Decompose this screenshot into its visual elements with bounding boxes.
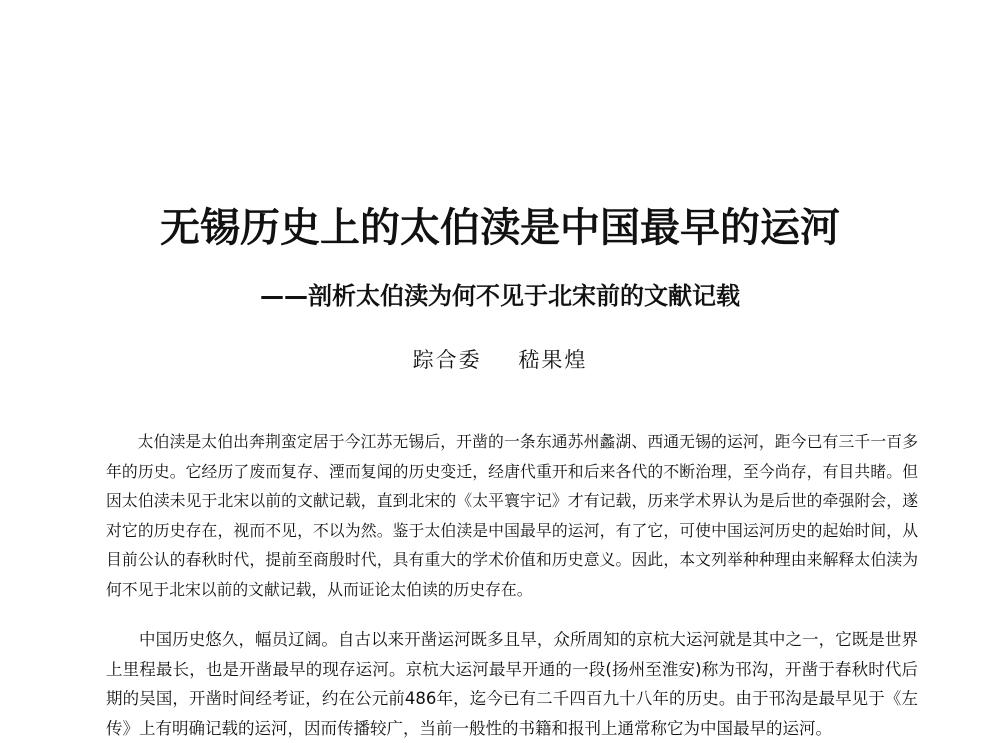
author-name: 踪合委 xyxy=(412,348,482,372)
article-title: 无锡历史上的太伯渎是中国最早的运河 xyxy=(160,205,840,251)
article-subtitle: ——剖析太伯渎为何不见于北宋前的文献记载 xyxy=(260,282,740,310)
author-name: 嵇果煌 xyxy=(518,348,588,372)
abstract-paragraph: 太伯渎是太伯出奔荆蛮定居于今江苏无锡后，开凿的一条东通苏州蠡湖、西通无锡的运河，距今已有三千一百多年的历史。它经历了废而复存、湮而复闻的历史变迁，经唐代重开和后来各代的不断治理，至今尚存，有目共睹。但因太伯渎未见于北宋以前的文献记载，直到北宋的《太平寰宇记》才有记载，历来学术界认为是后世的牵强附会，遂对它的历史存在，视而不见，不以为然。鉴于太伯渎是中国最早的运河，有了它，可使中国运河历史的起始时间，从目前公认的春秋时代，提前至商殷时代，具有重大的学术价值和历史意义。因此，本文列举种种理由来解释太伯渎为何不见于北宋以前的文献记载，从而证论太伯读的历史存在。 xyxy=(106,432,918,599)
body-paragraph: 中国历史悠久，幅员辽阔。自古以来开凿运河既多且早，众所周知的京杭大运河就是其中之一，它既是世界上里程最长，也是开凿最早的现存运河。京杭大运河最早开通的一段(扬州至淮安)称为邗沟，开凿于春秋时代后期的吴国，开凿时间经考证，约在公元前486年，迄今已有二千四百九十八年的历史。由于邗沟是最早见于《左传》上有明确记载的运河，因而传播较广，当前一般性的书籍和报刊上通常称它为中国最早的运河。 xyxy=(106,630,918,738)
author-list xyxy=(0,345,1000,375)
